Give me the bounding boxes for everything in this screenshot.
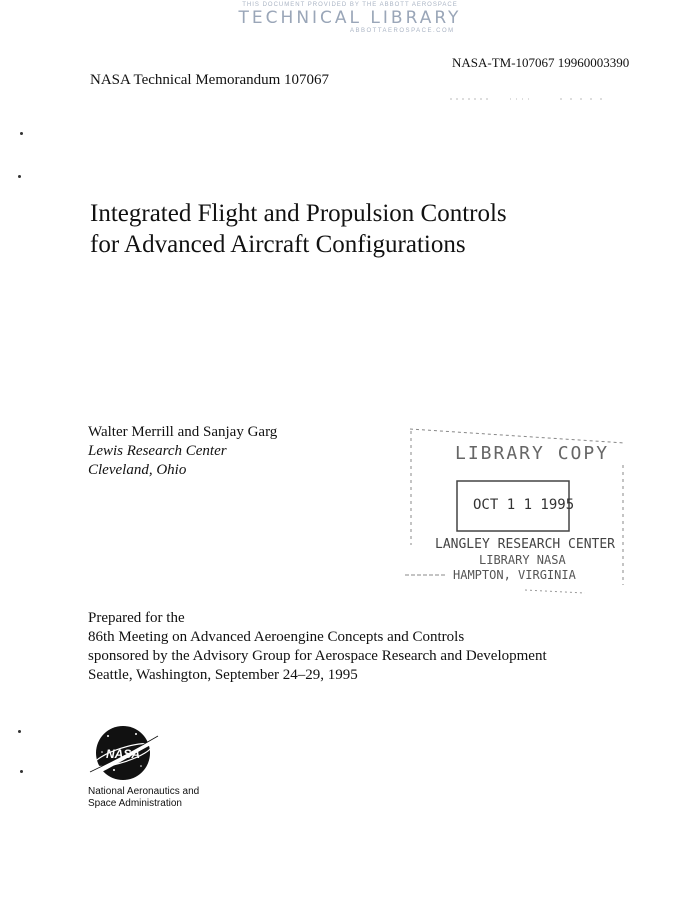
nasa-logo-text: NASA bbox=[105, 747, 141, 761]
nasa-meatball-icon bbox=[86, 722, 161, 784]
authors: Walter Merrill and Sanjay Garg bbox=[88, 424, 278, 440]
watermark-top-line: THIS DOCUMENT PROVIDED BY THE ABBOTT AEROSPACE bbox=[242, 2, 458, 8]
margin-mark bbox=[18, 730, 21, 733]
affiliation-center: Lewis Research Center bbox=[88, 443, 227, 459]
agency-name-line-2: Space Administration bbox=[88, 798, 182, 809]
margin-mark bbox=[18, 175, 21, 178]
watermark-site: ABBOTTAEROSPACE.COM bbox=[350, 28, 455, 34]
affiliation-location: Cleveland, Ohio bbox=[88, 462, 187, 478]
agency-name-line-1: National Aeronautics and bbox=[88, 786, 200, 797]
document-title-line-1: Integrated Flight and Propulsion Controls bbox=[90, 200, 507, 227]
document-title-line-2: for Advanced Aircraft Configurations bbox=[90, 231, 466, 258]
prepared-line-2: 86th Meeting on Advanced Aeroengine Concepts and Controls bbox=[88, 629, 465, 645]
margin-mark bbox=[20, 132, 23, 135]
stamp-center: LANGLEY RESEARCH CENTER bbox=[435, 537, 616, 552]
library-copy-stamp bbox=[405, 425, 630, 600]
prepared-for-block bbox=[88, 609, 547, 685]
prepared-line-3: sponsored by the Advisory Group for Aerospace Research and Development bbox=[88, 648, 547, 664]
memo-label: NASA Technical Memorandum 107067 bbox=[90, 72, 330, 88]
stamp-date: OCT 1 1 1995 bbox=[473, 497, 575, 513]
stamp-library: LIBRARY NASA bbox=[479, 553, 566, 567]
scan-speckle bbox=[450, 96, 610, 102]
watermark-title: TECHNICAL LIBRARY bbox=[238, 8, 462, 28]
prepared-line-1: Prepared for the bbox=[88, 610, 185, 626]
margin-mark bbox=[20, 770, 23, 773]
agency-name bbox=[88, 786, 199, 810]
prepared-line-4: Seattle, Washington, September 24–29, 1995 bbox=[88, 667, 358, 683]
stamp-location: HAMPTON, VIRGINIA bbox=[453, 568, 576, 582]
stamp-library-copy: LIBRARY COPY bbox=[455, 443, 610, 464]
report-id: NASA-TM-107067 19960003390 bbox=[452, 55, 630, 70]
